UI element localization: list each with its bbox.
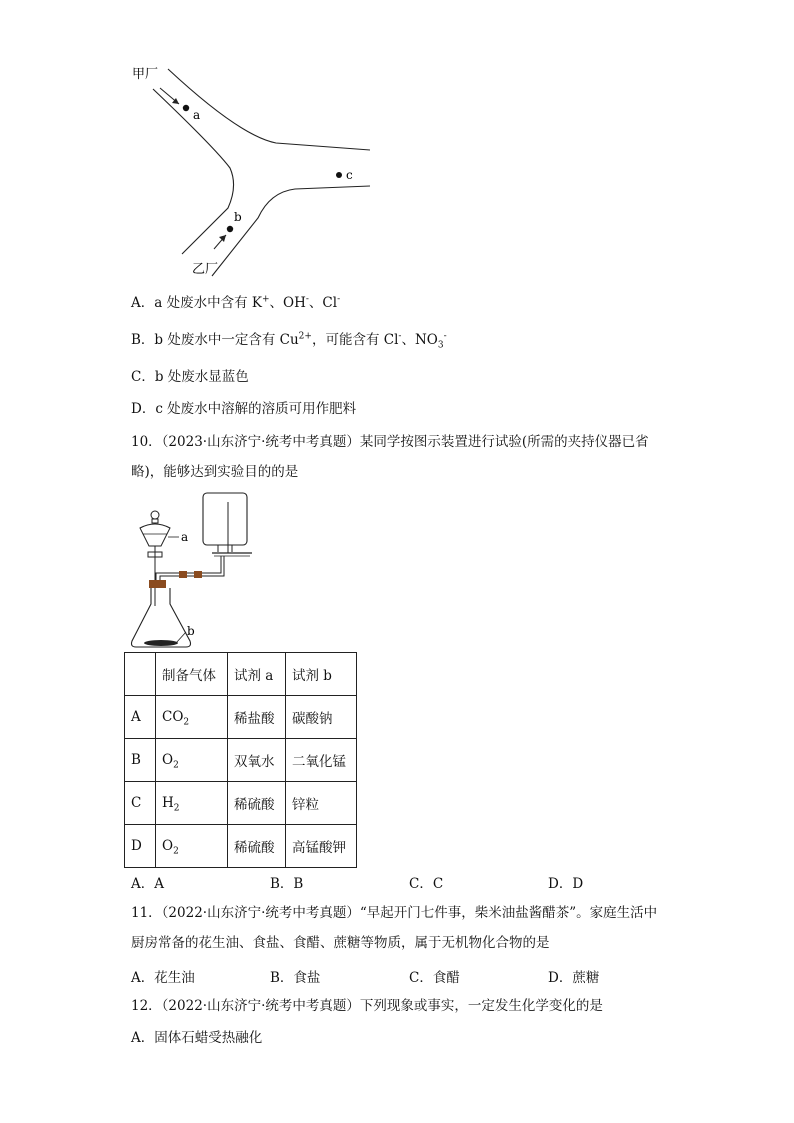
- funnel-stopper-neck: [152, 519, 158, 523]
- q10-option-b: B．B: [270, 876, 304, 892]
- table-header-cell: 试剂 b: [286, 653, 357, 696]
- table-row: [125, 739, 357, 782]
- table-cell: 稀硫酸: [228, 825, 286, 868]
- table-cell: $CO_2$: [156, 696, 228, 739]
- q9-option-d: D．c 处废水中溶解的溶质可用作肥料: [131, 401, 357, 417]
- delivery-tube-outer: [160, 556, 224, 580]
- table-cell: 高锰酸钾: [286, 825, 357, 868]
- arrow-yi-head: [219, 235, 226, 242]
- conical-flask: [132, 588, 191, 647]
- q9-option-b: B．b 处废水中一定含有 $Cu^{2+}$，可能含有 Cl-、$NO_3^-$: [131, 331, 447, 351]
- q12-stem-line1: 12．（2022·山东济宁·统考中考真题）下列现象或事实，一定发生化学变化的是: [131, 998, 603, 1014]
- rubber-connector-1: [179, 571, 187, 578]
- apparatus-figure: [124, 486, 284, 652]
- q9-option-a: A．a 处废水中含有 K+、OH-、Cl-: [131, 294, 341, 311]
- label-b-flask: b: [187, 624, 195, 638]
- label-c: c: [346, 168, 353, 182]
- table-row: [125, 696, 357, 739]
- q11-stem-line1: 11．（2022·山东济宁·统考中考真题）“早起开门七件事，柴米油盐酱醋茶”。家庭生活中: [131, 905, 658, 921]
- q10-option-d: D．D: [548, 876, 584, 892]
- label-a-funnel: a: [181, 530, 189, 544]
- table-cell: C: [125, 782, 156, 825]
- point-c-dot: [336, 172, 342, 178]
- table-cell: 碳酸钠: [286, 696, 357, 739]
- q11-option-c: C．食醋: [409, 970, 460, 986]
- rubber-connector-2: [194, 571, 202, 578]
- river-junction-figure: [120, 58, 390, 283]
- label-b: b: [234, 210, 242, 224]
- table-cell: 稀盐酸: [228, 696, 286, 739]
- table-cell: D: [125, 825, 156, 868]
- table-cell: 稀硫酸: [228, 782, 286, 825]
- flask-label-line: [176, 632, 186, 643]
- table-cell: 双氧水: [228, 739, 286, 782]
- table-cell: 锌粒: [286, 782, 357, 825]
- table-cell: $O_2$: [156, 825, 228, 868]
- funnel-stopper: [151, 511, 159, 519]
- label-jia-factory: 甲厂: [132, 67, 159, 82]
- point-a-dot: [183, 105, 189, 111]
- q10-option-a: A．A: [131, 876, 164, 892]
- q11-option-a: A．花生油: [131, 970, 195, 986]
- flask-stopper: [149, 580, 166, 588]
- table-row: [125, 825, 357, 868]
- table-cell: B: [125, 739, 156, 782]
- table-header-row: [125, 653, 357, 696]
- table-cell: A: [125, 696, 156, 739]
- table-header-cell: 制备气体: [156, 653, 228, 696]
- q10-option-c: C．C: [409, 876, 444, 892]
- label-yi-factory: 乙厂: [192, 262, 219, 277]
- q11-option-d: D．蔗糖: [548, 970, 600, 986]
- reagent-table: [124, 652, 357, 868]
- funnel-body: [140, 524, 170, 546]
- q11-stem-line2: 厨房常备的花生油、食盐、食醋、蔗糖等物质，属于无机物化合物的是: [131, 935, 550, 951]
- q9-option-c: C．b 处废水显蓝色: [131, 369, 249, 385]
- table-cell: $O_2$: [156, 739, 228, 782]
- q10-stem-line2: 略)，能够达到实验目的的是: [131, 464, 299, 480]
- table-header-cell: [125, 653, 156, 696]
- table-header-cell: 试剂 a: [228, 653, 286, 696]
- table-row: [125, 782, 357, 825]
- label-a: a: [193, 108, 201, 122]
- q12-option-a: A．固体石蜡受热融化: [131, 1030, 263, 1046]
- point-b-dot: [227, 226, 233, 232]
- table-cell: 二氧化锰: [286, 739, 357, 782]
- q11-option-b: B．食盐: [270, 970, 321, 986]
- river-lower-bank: [212, 186, 370, 276]
- solid-reagent: [144, 640, 178, 646]
- table-cell: $H_2$: [156, 782, 228, 825]
- q10-stem-line1: 10．（2023·山东济宁·统考中考真题）某同学按图示装置进行试验(所需的夹持仪器已省: [131, 434, 649, 450]
- collecting-bottle: [203, 493, 247, 545]
